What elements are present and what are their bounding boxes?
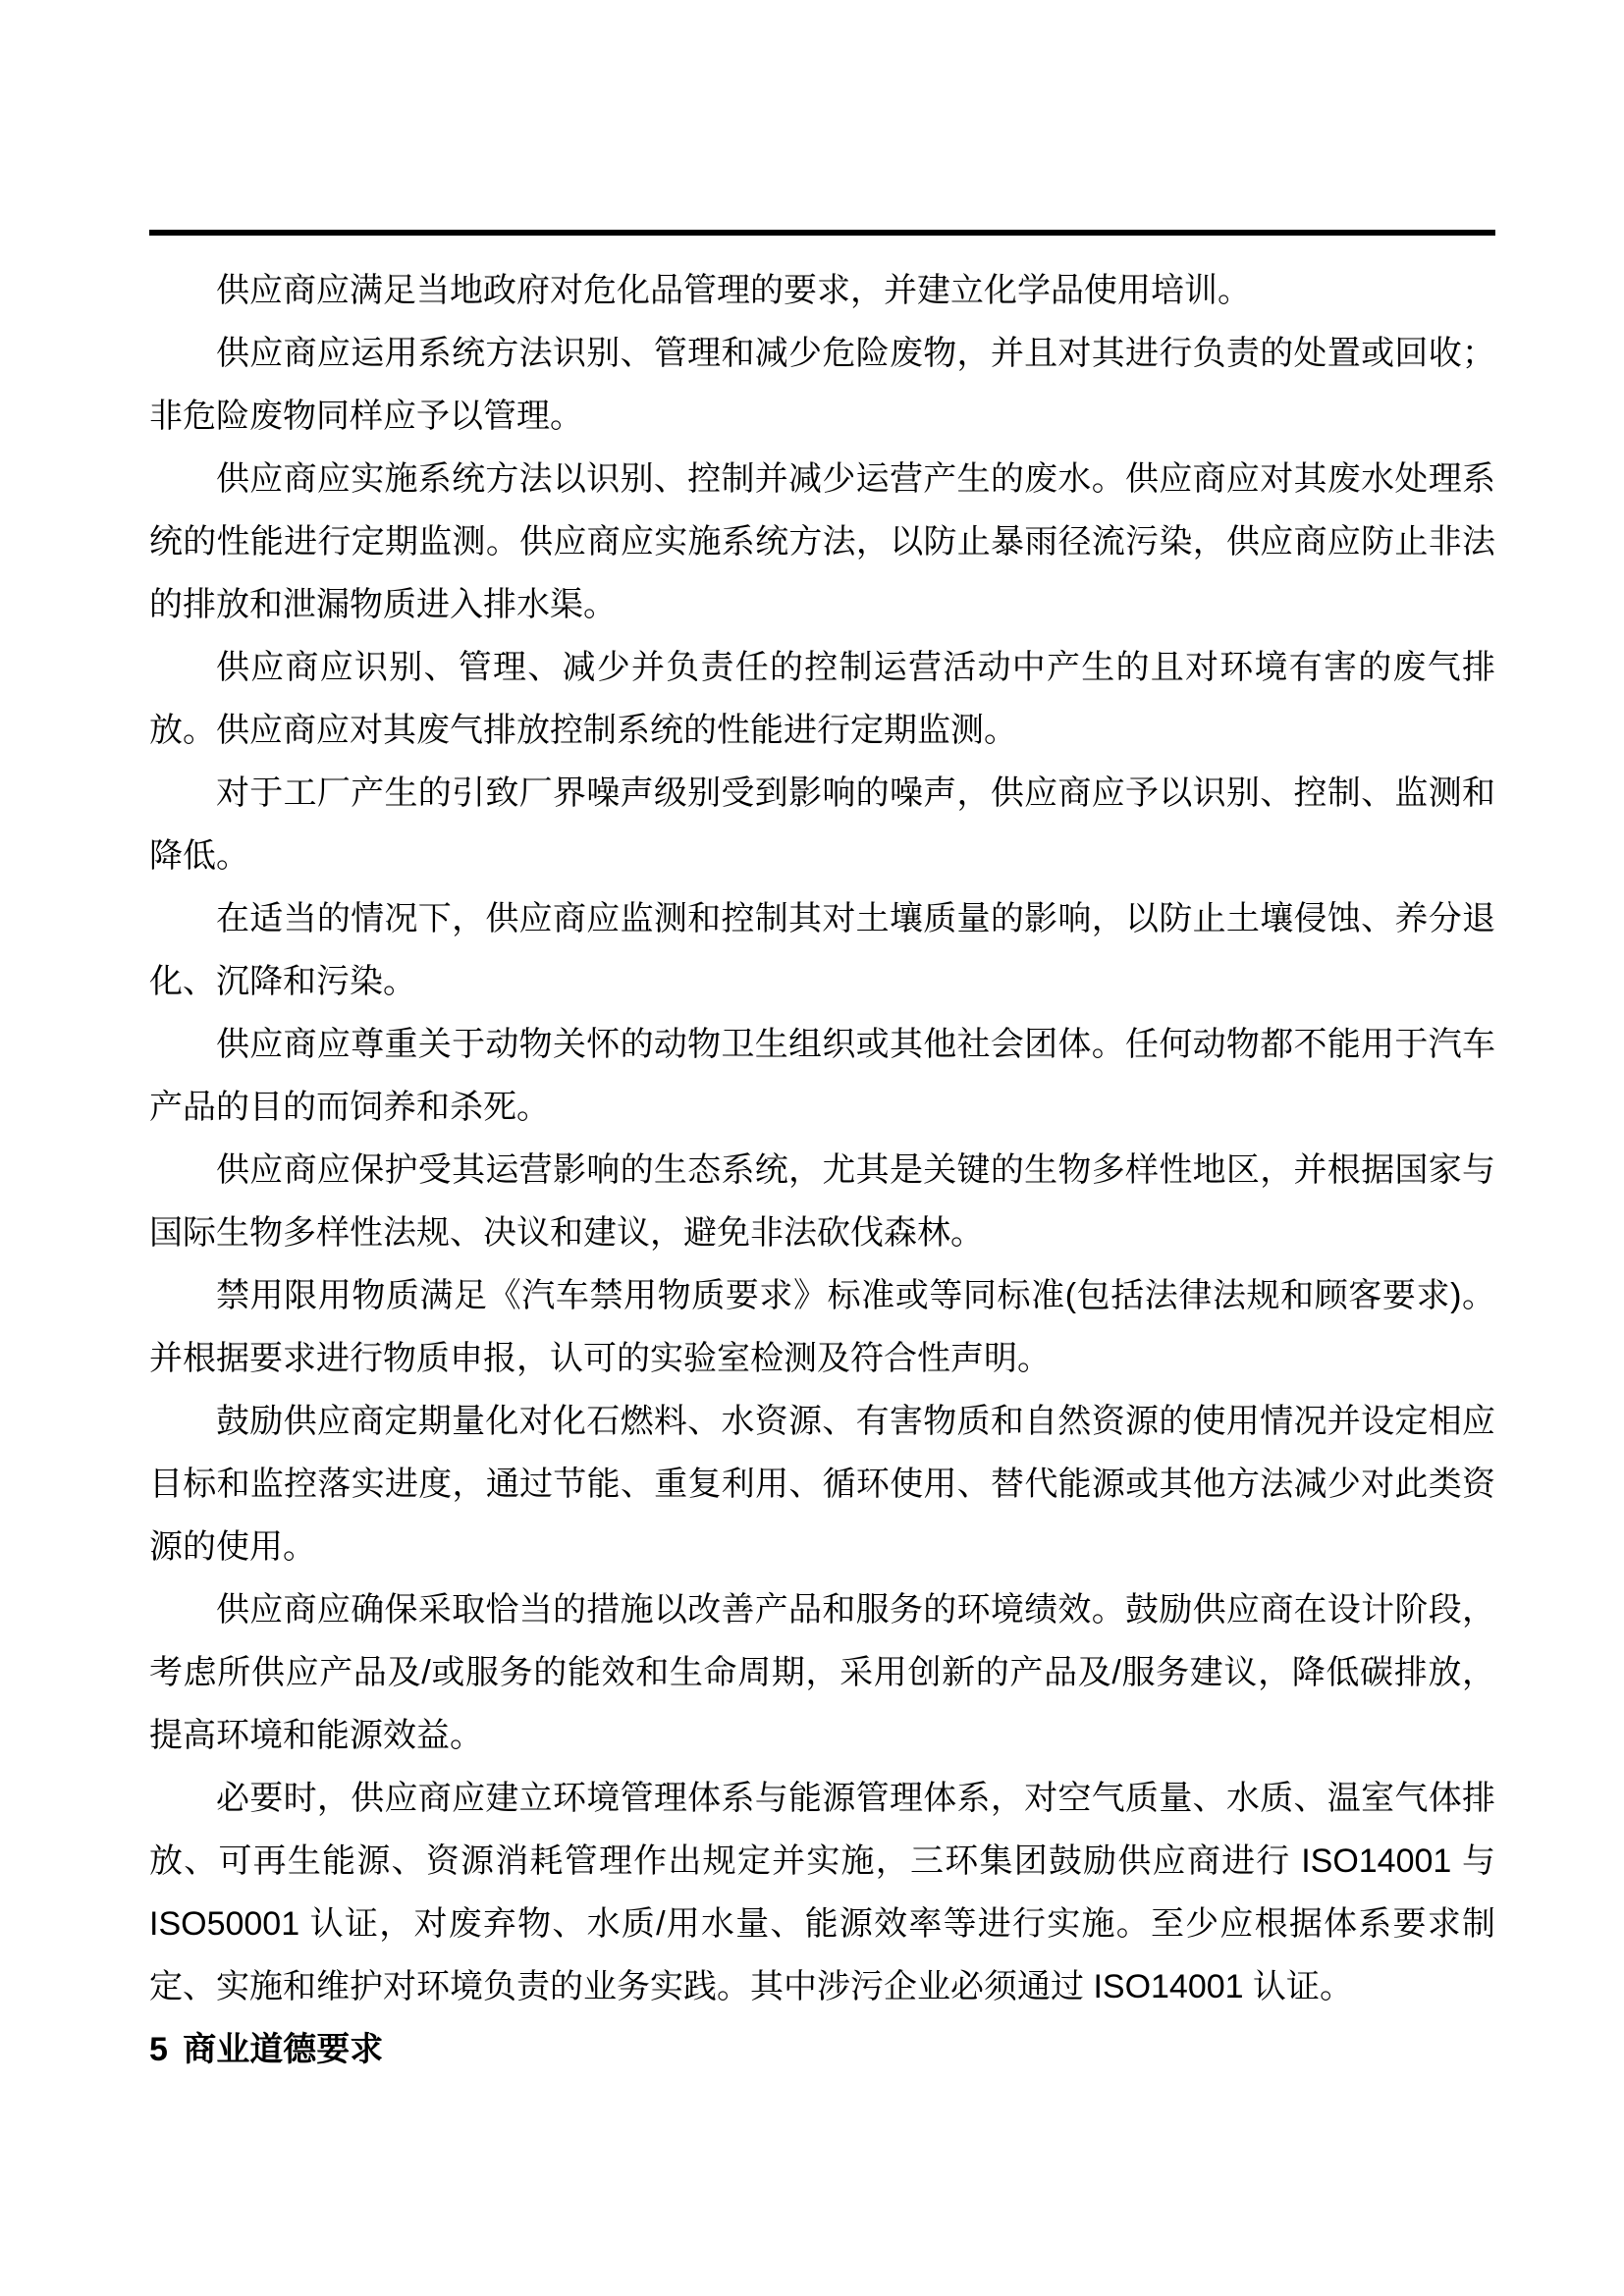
- paragraph: 必要时，供应商应建立环境管理体系与能源管理体系，对空气质量、水质、温室气体排放、可再生能源、资源消耗管理作出规定并实施，三环集团鼓励供应商进行 ISO14001 与 ISO50001 认证，对废弃物、水质/用水量、能源效率等进行实施。至少应根据体系要求制定、实施和维护对环境负责的业务实践。其中涉污企业必须通过 ISO14001 认证。: [149, 1780, 1495, 2005]
- paragraph: 对于工厂产生的引致厂界噪声级别受到影响的噪声，供应商应予以识别、控制、监测和降低。: [149, 774, 1495, 875]
- paragraph: 在适当的情况下，供应商应监测和控制其对土壤质量的影响，以防止土壤侵蚀、养分退化、沉降和污染。: [149, 900, 1495, 1000]
- paragraph: 供应商应保护受其运营影响的生态系统，尤其是关键的生物多样性地区，并根据国家与国际生物多样性法规、决议和建议，避免非法砍伐森林。: [149, 1151, 1495, 1252]
- paragraph: 供应商应运用系统方法识别、管理和减少危险废物，并且对其进行负责的处置或回收；非危险废物同样应予以管理。: [149, 335, 1495, 435]
- paragraph: 供应商应满足当地政府对危化品管理的要求，并建立化学品使用培训。: [216, 272, 1251, 309]
- paragraph: 供应商应识别、管理、减少并负责任的控制运营活动中产生的且对环境有害的废气排放。供应商应对其废气排放控制系统的性能进行定期监测。: [149, 649, 1495, 749]
- header-rule: [149, 230, 1495, 236]
- paragraph: 鼓励供应商定期量化对化石燃料、水资源、有害物质和自然资源的使用情况并设定相应目标和监控落实进度，通过节能、重复利用、循环使用、替代能源或其他方法减少对此类资源的使用。: [149, 1403, 1495, 1566]
- document-body: [149, 259, 1495, 2081]
- paragraph: 禁用限用物质满足《汽车禁用物质要求》标准或等同标准(包括法律法规和顾客要求)。并根据要求进行物质申报，认可的实验室检测及符合性声明。: [149, 1277, 1495, 1377]
- paragraph: 供应商应实施系统方法以识别、控制并减少运营产生的废水。供应商应对其废水处理系统的性能进行定期监测。供应商应实施系统方法，以防止暴雨径流污染，供应商应防止非法的排放和泄漏物质进入排水渠。: [149, 460, 1495, 623]
- section-number: 5: [149, 2031, 168, 2068]
- section-heading: [149, 2018, 1495, 2081]
- section-title: 商业道德要求: [183, 2031, 384, 2068]
- paragraph: 供应商应确保采取恰当的措施以改善产品和服务的环境绩效。鼓励供应商在设计阶段，考虑所供应产品及/或服务的能效和生命周期，采用创新的产品及/服务建议，降低碳排放，提高环境和能源效益。: [149, 1591, 1495, 1754]
- paragraph: 供应商应尊重关于动物关怀的动物卫生组织或其他社会团体。任何动物都不能用于汽车产品的目的而饲养和杀死。: [149, 1026, 1495, 1126]
